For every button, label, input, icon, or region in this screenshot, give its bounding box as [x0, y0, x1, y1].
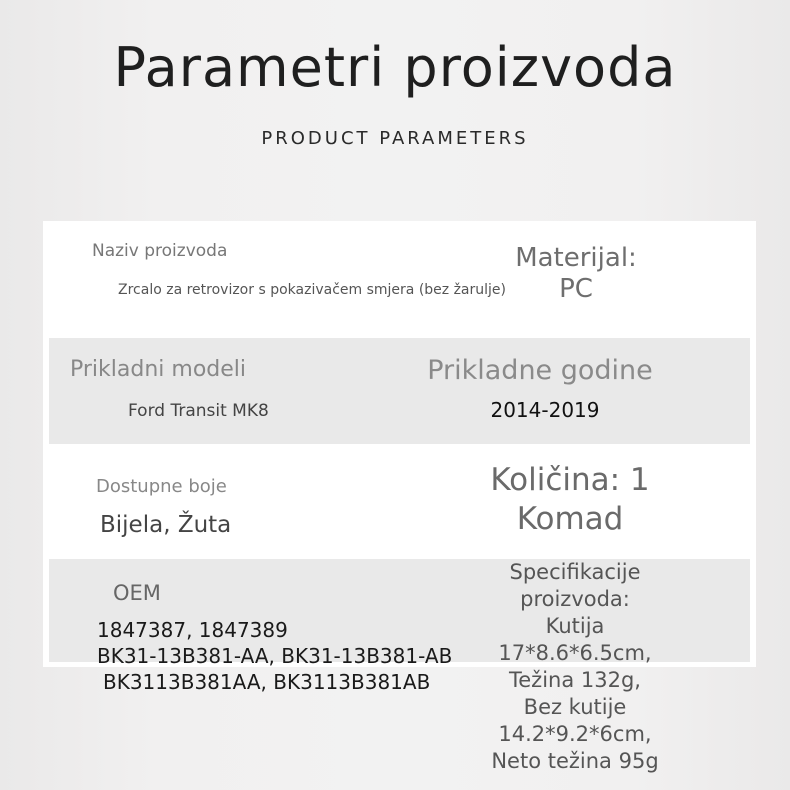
material-label: Materijal: [515, 243, 637, 273]
quantity-block [440, 461, 700, 539]
material-value: PC [559, 274, 593, 304]
product-name-value: Zrcalo za retrovizor s pokazivačem smjera (bez žarulje) [118, 282, 506, 298]
years-label: Prikladne godine [427, 355, 653, 386]
page-title: Parametri proizvoda [113, 36, 677, 99]
oem-label: OEM [113, 581, 161, 605]
colors-label: Dostupne boje [96, 476, 227, 497]
spec-line: Neto težina 95g [491, 749, 659, 773]
oem-line: BK31-13B381-AA, BK31-13B381-AB [97, 644, 453, 668]
specifications-block [470, 559, 680, 775]
spec-line: Težina 132g, [509, 668, 641, 692]
oem-line: 1847387, 1847389 [97, 618, 288, 642]
spec-line: Specifikacije [509, 560, 641, 584]
spec-line: proizvoda: [520, 587, 630, 611]
oem-line: BK3113B381AA, BK3113B381AB [103, 670, 431, 694]
quantity-line-2: Komad [516, 501, 624, 537]
models-label: Prikladni modeli [70, 357, 246, 382]
parameters-band-row-2 [49, 338, 750, 444]
years-value: 2014-2019 [490, 398, 600, 422]
page-subtitle: PRODUCT PARAMETERS [261, 128, 529, 149]
quantity-line-1: Količina: 1 [490, 462, 650, 498]
colors-value: Bijela, Žuta [100, 512, 232, 538]
material-block [476, 243, 676, 305]
spec-line: Kutija [545, 614, 605, 638]
spec-line: 17*8.6*6.5cm, [498, 641, 652, 665]
spec-line: 14.2*9.2*6cm, [498, 722, 652, 746]
spec-line: Bez kutije [523, 695, 627, 719]
oem-values [97, 617, 452, 695]
models-value: Ford Transit MK8 [128, 401, 269, 421]
product-name-label: Naziv proizvoda [92, 241, 228, 261]
